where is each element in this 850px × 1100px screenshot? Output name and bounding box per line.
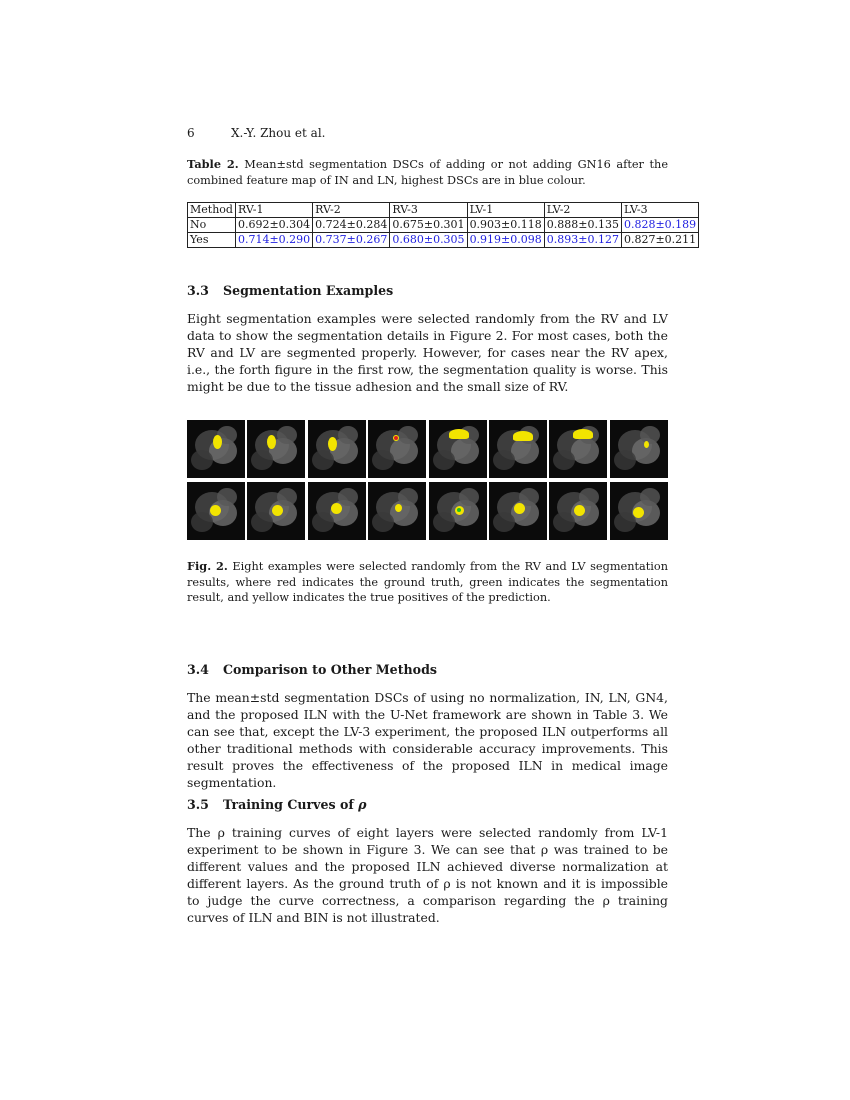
tissue-shape — [433, 450, 455, 470]
section-3-3-body — [187, 310, 668, 395]
tissue-shape — [191, 450, 213, 470]
table-cell: No — [188, 218, 236, 233]
table-cell: 0.903±0.118 — [467, 218, 544, 233]
paragraph: Eight segmentation examples were selected randomly from the RV and LV data to show the segmentation details in Figure 2. For most cases, both the RV and LV are segmented properly. However, for cases near the RV apex, i.e., the forth figure in the first row, the segmentation quality is worse. This might be due to the tissue adhesion and the small size of RV. — [187, 311, 668, 394]
tissue-shape — [191, 512, 213, 532]
tissue-shape — [312, 512, 334, 532]
table-header-cell: Method — [188, 203, 236, 218]
true-positive-region — [574, 505, 585, 516]
segmentation-example-panel — [187, 420, 245, 478]
tissue-shape — [338, 426, 358, 444]
table-header-cell: RV-3 — [390, 203, 467, 218]
prediction-region — [457, 508, 461, 512]
section-number: 3.5 — [187, 797, 209, 812]
section-heading — [187, 797, 668, 812]
true-positive-region — [633, 507, 644, 518]
tissue-shape — [312, 450, 334, 470]
segmentation-example-panel — [247, 420, 305, 478]
tissue-shape — [277, 426, 297, 444]
segmentation-example-panel — [308, 482, 366, 540]
true-positive-region — [514, 503, 525, 514]
table-row — [188, 218, 699, 233]
rho-symbol: ρ — [358, 797, 367, 812]
table-cell-highlight: 0.680±0.305 — [390, 233, 467, 248]
segmentation-example-panel — [549, 420, 607, 478]
segmentation-example-panel — [429, 420, 487, 478]
ground-truth-region — [394, 436, 398, 440]
tissue-shape — [493, 450, 515, 470]
segmentation-example-panel — [187, 482, 245, 540]
segmentation-example-panel — [308, 420, 366, 478]
segmentation-example-panel — [489, 482, 547, 540]
true-positive-region — [449, 429, 469, 439]
table-header-cell: RV-2 — [313, 203, 390, 218]
tissue-shape — [251, 450, 273, 470]
table-cell-highlight: 0.893±0.127 — [544, 233, 621, 248]
table-caption-text: Mean±std segmentation DSCs of adding or not adding GN16 after the combined feature map of IN and LN, highest DSCs are in blue colour. — [187, 158, 669, 187]
section-3-5 — [187, 797, 668, 812]
true-positive-region — [331, 503, 342, 514]
true-positive-region — [395, 504, 402, 512]
table-cell-highlight: 0.714±0.290 — [235, 233, 312, 248]
table-cell: Yes — [188, 233, 236, 248]
true-positive-region — [267, 435, 276, 449]
section-title: Comparison to Other Methods — [223, 662, 437, 677]
section-heading — [187, 283, 668, 298]
tissue-shape — [372, 512, 394, 532]
tissue-shape — [614, 450, 636, 470]
table-header-cell: LV-2 — [544, 203, 621, 218]
tissue-shape — [433, 512, 455, 532]
table-header-cell: LV-3 — [621, 203, 698, 218]
figure-caption — [187, 559, 668, 606]
segmentation-example-panel — [368, 420, 426, 478]
figure-caption-text: Eight examples were selected randomly from the RV and LV segmentation results, where red indicates the ground truth, green indicates the segmentation result, and yellow indicates the true positives of the prediction. — [187, 560, 668, 604]
dsc-table — [187, 202, 699, 248]
tissue-shape — [277, 488, 297, 506]
segmentation-example-panel — [247, 482, 305, 540]
tissue-shape — [459, 488, 479, 506]
figure-2 — [187, 420, 668, 541]
tissue-shape — [553, 512, 575, 532]
section-heading — [187, 662, 668, 677]
table-container — [187, 190, 699, 248]
tissue-shape — [640, 426, 660, 444]
table-cell-highlight: 0.737±0.267 — [313, 233, 390, 248]
section-3-4 — [187, 662, 668, 677]
true-positive-region — [573, 429, 593, 439]
true-positive-region — [513, 431, 533, 441]
paragraph: The mean±std segmentation DSCs of using no normalization, IN, LN, GN4, and the proposed ILN with the U-Net framework are shown in Table 3. We can see that, except the LV-3 experiment, the proposed ILN outperforms all other traditional methods with considerable accuracy improvements. This result proves the effectiveness of the proposed ILN in medical image segmentation. — [187, 690, 668, 790]
table-header-cell: LV-1 — [467, 203, 544, 218]
segmentation-example-panel — [429, 482, 487, 540]
tissue-shape — [372, 450, 394, 470]
table-cell: 0.675±0.301 — [390, 218, 467, 233]
segmentation-example-panel — [368, 482, 426, 540]
table-cell: 0.692±0.304 — [235, 218, 312, 233]
figure-label: Fig. 2. — [187, 559, 228, 573]
page-number: 6 — [187, 126, 195, 140]
section-number: 3.4 — [187, 662, 209, 677]
section-title: Training Curves of — [223, 797, 359, 812]
author-line: X.-Y. Zhou et al. — [231, 126, 326, 140]
true-positive-region — [213, 435, 222, 449]
table-cell-highlight: 0.919±0.098 — [467, 233, 544, 248]
section-3-4-body — [187, 689, 668, 791]
table-header-row — [188, 203, 699, 218]
tissue-shape — [217, 488, 237, 506]
section-title: Segmentation Examples — [223, 283, 394, 298]
section-number: 3.3 — [187, 283, 209, 298]
table-cell-highlight: 0.828±0.189 — [621, 218, 698, 233]
section-3-3 — [187, 283, 668, 298]
tissue-shape — [553, 450, 575, 470]
table-cell: 0.888±0.135 — [544, 218, 621, 233]
table-header-cell: RV-1 — [235, 203, 312, 218]
table-label: Table 2. — [187, 157, 239, 171]
paragraph: The ρ training curves of eight layers were selected randomly from LV-1 experiment to be shown in Figure 3. We can see that ρ was trained to be different values and the proposed ILN achieved diverse normalization at different layers. As the ground truth of ρ is not known and it is impossible to judge the curve correctness, a comparison regarding the ρ training curves of ILN and BIN is not illustrated. — [187, 825, 668, 925]
true-positive-region — [328, 437, 337, 451]
tissue-shape — [398, 488, 418, 506]
true-positive-region — [644, 441, 649, 448]
tissue-shape — [640, 488, 660, 506]
segmentation-example-panel — [549, 482, 607, 540]
tissue-shape — [338, 488, 358, 506]
segmentation-example-panel — [610, 420, 668, 478]
tissue-shape — [251, 512, 273, 532]
running-head — [187, 126, 325, 140]
segmentation-example-panel — [489, 420, 547, 478]
section-3-5-body — [187, 824, 668, 926]
table-row — [188, 233, 699, 248]
segmentation-example-panel — [610, 482, 668, 540]
tissue-shape — [493, 512, 515, 532]
tissue-shape — [398, 426, 418, 444]
tissue-shape — [579, 488, 599, 506]
table-caption — [187, 157, 668, 188]
table-cell: 0.724±0.284 — [313, 218, 390, 233]
true-positive-region — [210, 505, 221, 516]
true-positive-region — [272, 505, 283, 516]
table-cell: 0.827±0.211 — [621, 233, 698, 248]
